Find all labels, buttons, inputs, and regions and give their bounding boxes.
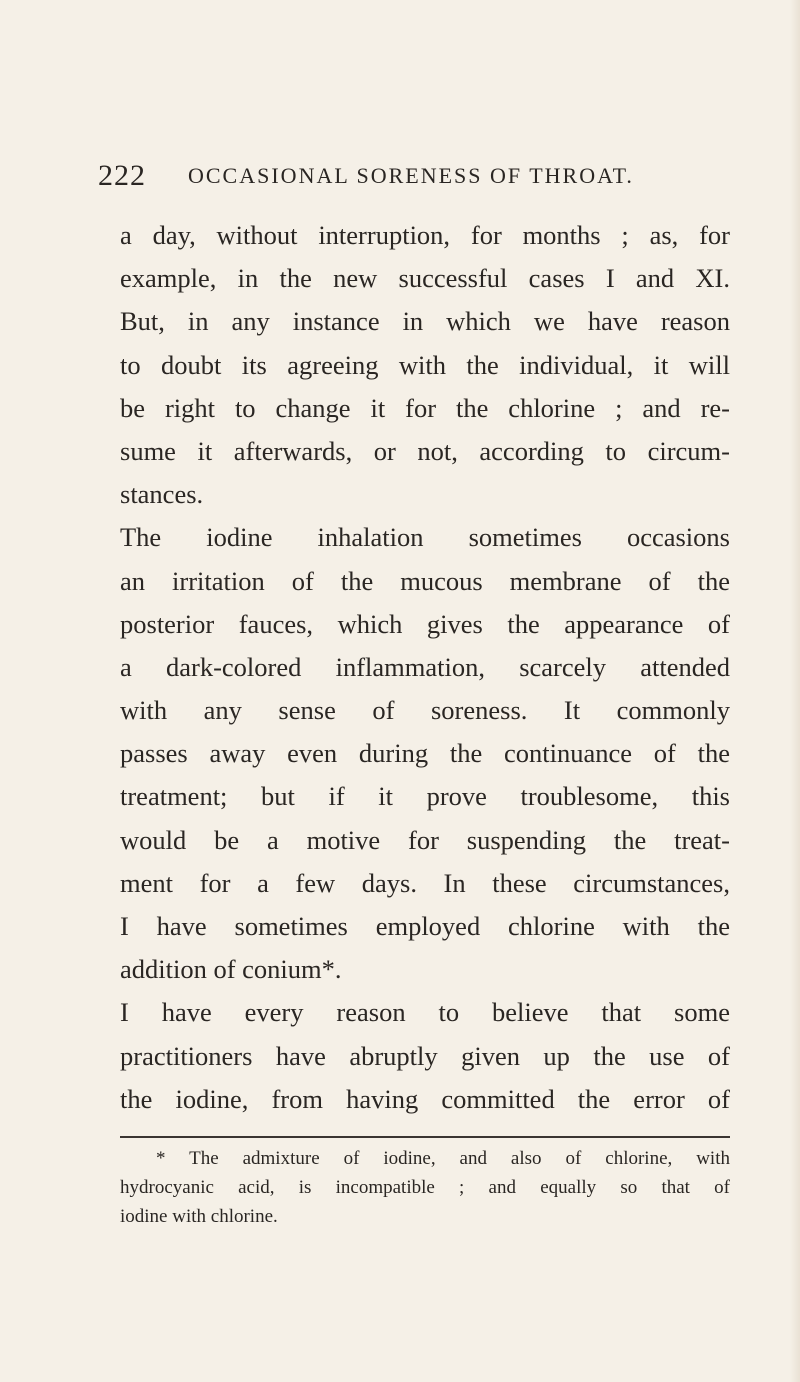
body-text bbox=[120, 214, 730, 1121]
text-line: The iodine inhalation sometimes occasions bbox=[120, 522, 730, 553]
footnote bbox=[120, 1144, 730, 1231]
text-line: would be a motive for suspending the treat- bbox=[120, 824, 730, 855]
page-number: 222 bbox=[98, 159, 146, 192]
text-line: a day, without interruption, for months ; as, for bbox=[120, 220, 730, 250]
page-edge-shadow bbox=[790, 0, 800, 1382]
text-line: stances. bbox=[120, 479, 204, 510]
text-line: But, in any instance in which we have reason bbox=[120, 306, 730, 337]
running-head bbox=[98, 156, 728, 196]
running-title: OCCASIONAL SORENESS OF THROAT. bbox=[188, 163, 634, 188]
text-line: a dark-colored inflammation, scarcely attended bbox=[120, 651, 730, 682]
text-line: posterior fauces, which gives the appearance of bbox=[120, 608, 730, 639]
footnote-line: iodine with chlorine. bbox=[120, 1206, 278, 1227]
text-line: ment for a few days. In these circumstances, bbox=[120, 867, 730, 898]
text-line: an irritation of the mucous membrane of the bbox=[120, 565, 730, 596]
footnote-divider bbox=[120, 1136, 730, 1138]
text-line: practitioners have abruptly given up the use of bbox=[120, 1040, 730, 1071]
text-line: with any sense of soreness. It commonly bbox=[120, 695, 730, 726]
text-line: treatment; but if it prove troublesome, this bbox=[120, 781, 730, 812]
text-line: I have every reason to believe that some bbox=[120, 997, 730, 1028]
text-line: addition of conium*. bbox=[120, 954, 342, 985]
footnote-line: hydrocyanic acid, is incompatible ; and equally so that of bbox=[120, 1177, 730, 1198]
footnote-line: * The admixture of iodine, and also of chlorine, with bbox=[156, 1148, 730, 1169]
text-line: to doubt its agreeing with the individual, it will bbox=[120, 349, 730, 380]
text-line: the iodine, from having committed the error of bbox=[120, 1083, 730, 1114]
text-line: passes away even during the continuance of the bbox=[120, 738, 730, 769]
text-line: example, in the new successful cases I and XI. bbox=[120, 263, 730, 294]
text-line: sume it afterwards, or not, according to circum- bbox=[120, 435, 730, 466]
text-line: be right to change it for the chlorine ; and re- bbox=[120, 392, 730, 423]
text-line: I have sometimes employed chlorine with the bbox=[120, 911, 730, 941]
